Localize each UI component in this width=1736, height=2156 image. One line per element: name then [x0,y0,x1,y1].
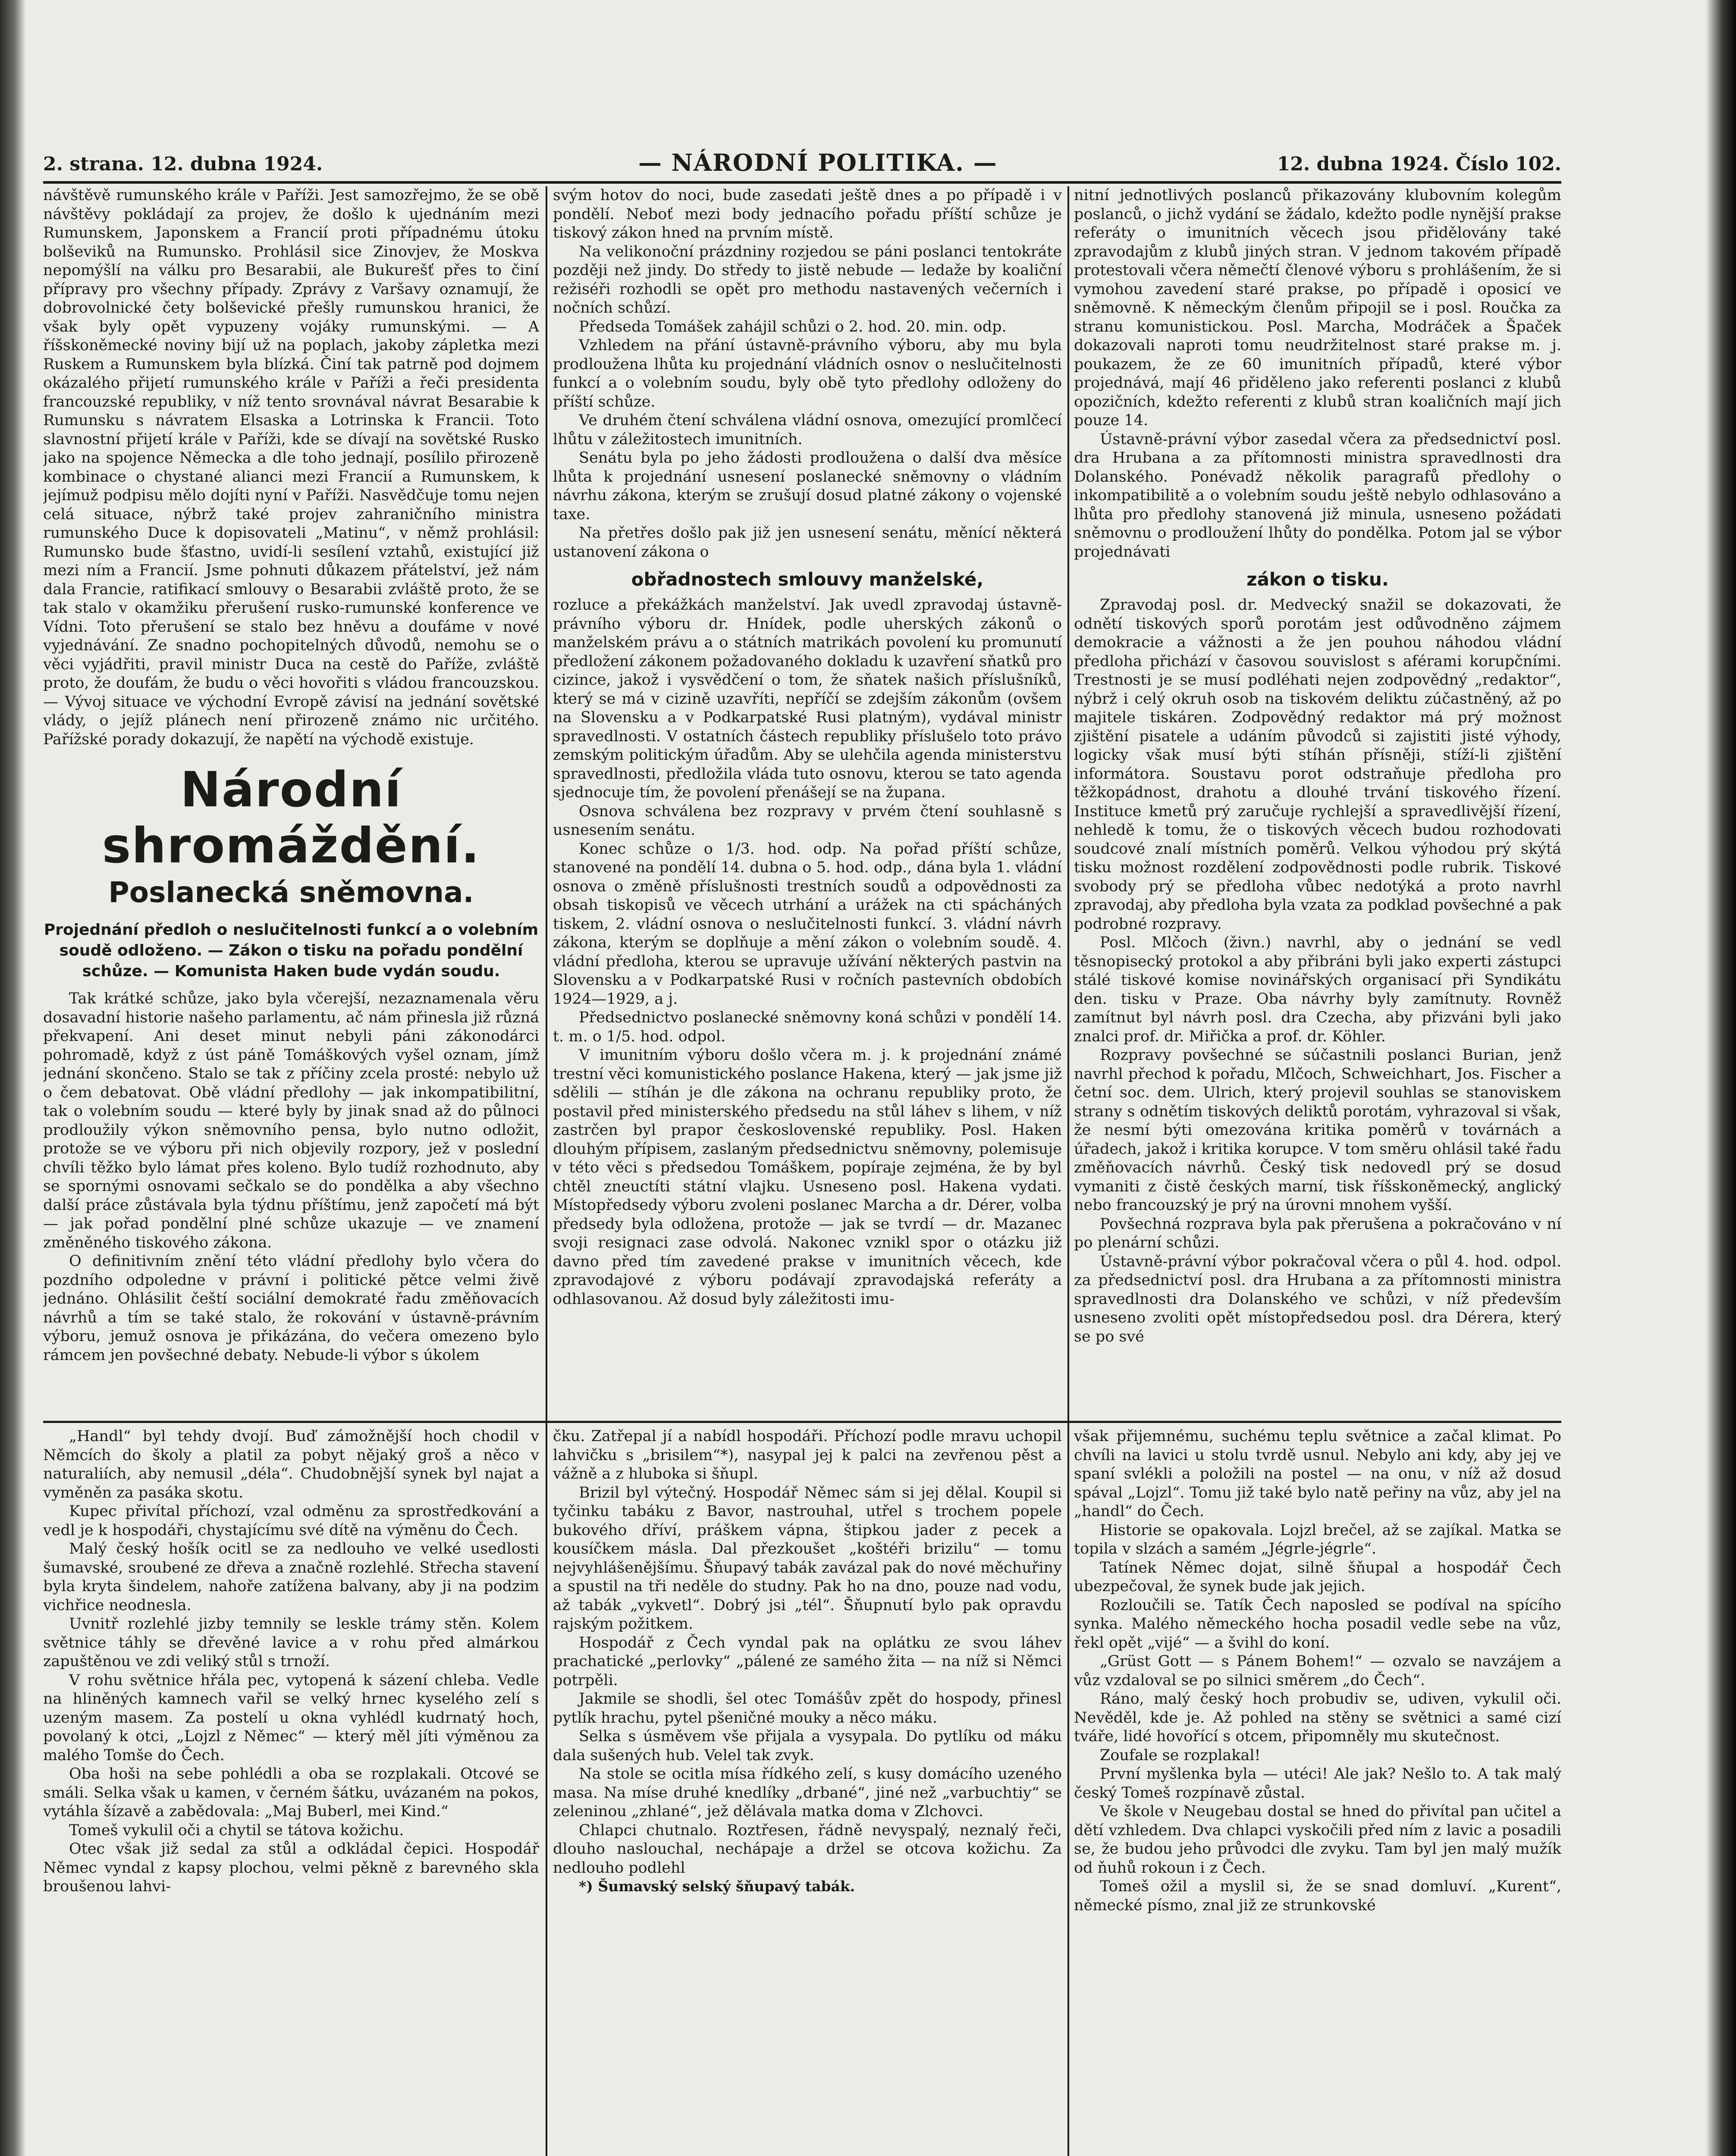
story-paragraph: „Grüst Gott — s Pánem Bohem!“ — ozvalo se navzájem a vůz vzdaloval se po silnici směrem „do Čech“. [1074,1653,1561,1689]
subsection-heading: zákon o tisku. [1246,569,1389,590]
story-paragraph: Uvnitř rozlehlé jizby temnily se leskle trámy stěn. Kolem světnice táhly se dřevěné lavice a v rohu před almárkou zapuštěnou ve zdi veliký stůl s trnoží. [43,1615,539,1670]
story-paragraph: Zoufale se rozplakal! [1100,1746,1261,1764]
story-paragraph: Na stole se ocitla mísa řídkého zelí, s kusy domácího uzeného masa. Na míse druhé knedlíky „drbané“, jiné než „varbuchtiy“ se zeleninou „zhlané“, jež dělávala matka doma v Zlchovci. [553,1765,1062,1820]
article-paragraph: Povšechná rozprava byla pak přerušena a pokračováno v ní po plenární schůzi. [1074,1215,1561,1251]
story-paragraph: Rozloučili se. Tatík Čech naposled se podíval na spícího synka. Malého německého hocha posadil vedle sebe na vůz, řekl opět „vijé“ — a švihl do koní. [1074,1596,1561,1651]
story-paragraph: V rohu světnice hřála pec, vytopená k sázení chleba. Vedle na hliněných kamnech vařil se velký hrnec kyselého zelí s uzeným masem. Za postelí u okna vyhlédl kudrnatý hoch, povolaný k otci, „Lojzl z Němec“ — který měl jíti výměnou za malého Tomše do Čech. [43,1671,539,1764]
article-paragraph: návštěvě rumunského krále v Paříži. Jest samozřejmo, že se obě návštěvy pokládají za projev, že došlo k ujednáním mezi Rumunskem, Japonskem a Francií proti případnému útoku bolševiků na Rumunsko. Prohlásil sice Zinovjev, že Moskva nepomýšlí na válku pro Besarabii, ale Bukurešť přes to činí přípravy pro všechny případy. Zprávy z Varšavy oznamují, že dobrovolnické čety bolševické přešly rumunskou hranici, že však byly opět vypuzeny vojáky rumunskými. — A říšskoněmecké noviny bijí už na poplach, jakoby zápletka mezi Ruskem a Rumunskem byla blízká. Činí tak patrně pod dojmem okázalého přijetí rumunského krále v Paříži a řeči presidenta francouzské republiky, v níž tento srovnával návrat Besarabie k Rumunsku s návratem Elsaska a Lotrinska k Francii. Toto slavnostní přijetí krále v Paříži, kde se dívají na sovětské Rusko jako na spojence Německa a dle toho jednají, posílilo přirozeně kombinace o chystané alianci mezi Francií a Rumunskem, k jejímuž podpisu mělo dojíti nyní v Paříži. Nasvědčuje tomu nejen celá situace, nýbrž také projev zahraničního ministra rumunského Duce k dopisovateli „Matinu“, v němž prohlásil: Rumunsko bude šťastno, uvidí-li sesílení vztahů, existující již mezi ním a Francií. Jsme pohnuti důkazem přátelství, jež nám dala Francie, ratifikací smlouvy o Besarabii zvláště proto, že se tak stalo v okamžiku přerušení rusko-rumunské konference ve Vídni. Toto přerušení se stalo bez hněvu a doufáme v nové vyjednávání. Ze snadno pochopitelných důvodů, nemohu se o věci vyjádřiti, pravil ministr Duca na cestě do Paříže, zvláště proto, že doufám, že budu o věci hovořiti s vládou francouzskou. — Vývoj situace ve východní Evropě závisí na jednání sovětské vlády, o jejíž plánech není přirozeně známo nic určitého. Pařížské porady dokazují, že napětí na východě existuje. [43,187,539,748]
article-paragraph: Ústavně-právní výbor zasedal včera za předsednictví posl. dra Hrubana a za přítomnosti ministra spravedlnosti dra Dolanského. Ponévadž několik paragrafů předlohy o inkompatibilitě a o volebním soudu ještě nebylo odhlasováno a lhůta pro předlohy stanovená již minula, usneseno požádati sněmovnu o prodloužení lhůty do pondělka. Potom jal se výbor projednávati [1074,430,1561,561]
article-paragraph: O definitivním znění této vládní předlohy bylo včera do pozdního odpoledne v právní i politické pětce velmi živě jednáno. Ohlásilit čeští sociální demokraté řadu změňovacích návrhů a tím se také stalo, že rokování v ústavně-právním výboru, jemuž osnova je přikázána, do večera omezeno bylo rámcem jen povšechné debaty. Nebude-li výbor s úkolem [43,1253,539,1364]
story-paragraph: Jakmile se shodli, šel otec Tomášův zpět do hospody, přinesl pytlík hrachu, pytel pšeničné mouky a něco máku. [553,1690,1062,1727]
column-2-bottom [553,1427,1062,2156]
section-masthead: Národní shromáždění. [102,762,480,874]
article-paragraph: Zpravodaj posl. dr. Medvecký snažil se dokazovati, že odnětí tiskových sporů porotám jest odůvodněno zájmem demokracie a vážnosti a že jen pouhou náhodou vládní předloha přichází v časovou souvislost s aférami korupčními. Trestnosti je se musí podléhati nejen zodpovědný „redaktor“, nýbrž i celý okruh osob na tiskovém deliktu zúčastněný, až po majitele tiskáren. Zodpovědný redaktor má prý možnost zjištění pisatele a udáním původců si zajistiti jisté výhody, logicky však musí býti stíhán přísněji, stíží-li zjištění informátora. Soustavu porot odstraňuje předloha pro těžkopádnost, drahotu a dlouhé trvání tiskového řízení. Instituce kmetů prý zaručuje rychlejší a spravedlivější řízení, nehledě k tomu, že o tiskových věcech budou rozhodovati soudcové znalí místních poměrů. Velkou výhodou prý skýtá tisku možnost rozdělení zodpovědnosti podle rubrik. Tiskové svobody prý se předloha vůbec nedotýká a proto navrhl zpravodaj, aby předloha byla vzata za podklad povšechné a pak podrobné rozpravy. [1074,596,1561,933]
article-paragraph: V imunitním výboru došlo včera m. j. k projednání známé trestní věci komunistického poslance Hakena, který — jak jsme již sdělili — stíhán je dle zákona na ochranu republiky proto, že postavil před ministerského předsedu na stůl láhev s lihem, v níž zastrčen byl prapor československé republiky. Posl. Haken dlouhým přípisem, zaslaným předsednictvu sněmovny, polemisuje v této věci s předsedou Tomáškem, popíraje zejména, že by byl chtěl zneuctíti státní vlajku. Usneseno posl. Hakena vydati. Místopředsedy výboru zvoleni poslanec Marcha a dr. Dérer, volba předsedy byla odložena, protože — jak se tvrdí — dr. Mazanec svoji resignaci zase odvolá. Nakonec vznikl spor o otázku již davno před tím zavedené prakse v imunitních věcech, kde zpravodajové z výboru podávají zpravodajská referáty a odhlasovanou. Až dosud byly záležitosti imu- [553,1047,1062,1308]
story-paragraph: Tomeš vykulil oči a chytil se tátova kožichu. [69,1821,404,1839]
article-paragraph: Senátu byla po jeho žádosti prodloužena o další dva měsíce lhůta k projednání usnesení poslanecké sněmovny o vládním návrhu zákona, kterým se zrušují dosud platné zákony o vojenské taxe. [553,449,1062,523]
article-paragraph: Konec schůze o 1/3. hod. odp. Na pořad příští schůze, stanovené na pondělí 14. dubna o 5. hod. odp., dána byla 1. vládní osnova o změně příslušnosti trestních soudů a odpovědnosti za obsah tiskopisů ve věcech utrhání a urážek na cti spácháných tiskem, 2. vládní osnova o neslučitelnosti funkcí. 3. vládní návrh zákona, kterým se doplňuje a mění zákon o volebním soudě. 4. vládní předloha, kterou se upravuje užívání některých pastvin na Slovensku a v Podkarpatské Rusi v ročních pastevních obdobích 1924—1929, a j. [553,840,1062,1008]
story-paragraph: Ráno, malý český hoch probudiv se, udiven, vykulil oči. Nevěděl, kde je. Až pohled na stěny se světnici a samé cizí tváře, lidé hovořící s otcem, připomněly mu skutečnost. [1074,1690,1561,1745]
story-paragraph: „Handl“ byl tehdy dvojí. Buď zámožnější hoch chodil v Němcích do školy a platil za pobyt nějaký groš a něco v naturaliích, aby nemusil „déla“. Chudobnější synek byl najat a vyměněn za pasáka skotu. [43,1428,539,1501]
article-paragraph: Posl. Mlčoch (živn.) navrhl, aby o jednání se vedl těsnopisecký protokol a aby přibráni byli jako experti zástupci stálé tiskové komise novinářských organisací při Syndikátu den. tisku v Praze. Oba návrhy byly zamítnuty. Rovněž zamítnut byl návrh posl. dra Czecha, aby přizváni byli jako znalci prof. dr. Miřička a prof. dr. Köhler. [1074,934,1561,1045]
page-header [43,149,1561,179]
header-rule [43,181,1561,184]
column-1-top [43,186,539,1417]
article-paragraph: rozluce a překážkách manželství. Jak uvedl zpravodaj ústavně-právního výboru dr. Hnídek, podle uherských zákonů o manželském právu a o státních matrikách povolení ku promunutí předložení zákonem požadovaného dokladu k uzavření sňatků pro cizince, jakož i vysvědčení o tom, že sňatek našich příslušníků, který se má v cizině uzavříti, nepříčí se zdejším zákonům (ovšem na Slovensku a v Podkarpatské Rusi platným), vydával ministr spravedlnosti. V ostatních částech republiky příslušelo toto právo zemským politickým úřadům. Aby se ulehčila agenda ministerstvu spravedlnosti, předložila vláda tuto osnovu, kterou se tato agenda sjednocuje tím, že povolení přenášejí se na župana. [553,596,1062,801]
story-paragraph: Malý český hošík ocitl se za nedlouho ve velké usedlosti šumavské, sroubené ze dřeva a značně rozlehlé. Střecha stavení byla kryta šindelem, nahoře zatížena balvany, aby ji na podzim vichřice neodnesla. [43,1540,539,1614]
header-date-right: 12. dubna 1924. Číslo 102. [1277,153,1561,175]
story-paragraph: Tomeš ožil a myslil si, že se snad domluví. „Kurent“, německé písmo, znal již ze strunkovské [1074,1878,1561,1914]
subsection-heading: obřadnostech smlouvy manželské, [631,569,984,590]
story-paragraph: Selka s úsměvem vše přijala a vysypala. Do pytlíku od máku dala sušených hub. Velel tak zvyk. [553,1728,1062,1764]
story-paragraph: Ve škole v Neugebau dostal se hned do přivítal pan učitel a dětí vzhledem. Dva chlapci vyskočili před ním z lavic a posadili se, že budou jeho průvodci dle zvyku. Tam byl jen malý mužík od ňuhů rokoun i z Čech. [1074,1803,1561,1877]
column-1-bottom [43,1427,539,2156]
article-paragraph: Ve druhém čtení schválena vládní osnova, omezující promlčecí lhůtu v záležitostech imunitních. [553,412,1062,448]
page-edge-left [0,0,26,2156]
column-rule-2 [1067,186,1069,2156]
article-paragraph: Na velikonoční prázdniny rozjedou se páni poslanci tentokráte později než jindy. Do středy to jistě nebude — ledaže by koaliční režiséři rozhodli se opět pro methodu nastavených večerních i nočních schůzí. [553,243,1062,317]
column-3-bottom [1074,1427,1561,2156]
story-paragraph: Historie se opakovala. Lojzl brečel, až se zajíkal. Matka se topila v slzách a samém „Jégrle-jégrle“. [1074,1521,1561,1557]
story-paragraph: Tatínek Němec dojat, silně šňupal a hospodář Čech ubezpečoval, že synek bude jak jejich. [1074,1559,1561,1595]
article-paragraph: Na přetřes došlo pak již jen usnesení senátu, měnící některá ustanovení zákona o [553,524,1062,561]
feuilleton-rule [43,1421,1561,1423]
newspaper-title: — NÁRODNÍ POLITIKA. — [638,149,998,176]
column-rule-1 [546,186,547,2156]
story-paragraph: Chlapci chutnalo. Roztřesen, řádně nevyspalý, neznalý řeči, dlouho naslouchal, nechápaje a držel se otcova kožichu. Za nedlouho podlehl [553,1821,1062,1877]
section-subhead: Poslanecká sněmovna. [108,876,474,909]
footnote: *) Šumavský selský šňupavý tabák. [579,1878,855,1895]
header-date-left: 2. strana. 12. dubna 1924. [43,153,323,175]
article-paragraph: nitní jednotlivých poslanců přikazovány klubovním kolegům poslanců, o jichž vydání se žádalo, kdežto podle nynější prakse referáty o imunitních věcech jsou přidělovány také zpravodajům z klubů jiných stran. V jednom takovém případě protestovali včera němečtí členové výboru s prohlášením, že si vymohou zavedení staré prakse, po případě i oposicí ve sněmovně. K německým členům připojil se i posl. Roučka za stranu komunistickou. Posl. Marcha, Modráček a Špaček dokazovali naproti tomu neudržitelnost staré prakse m. j. poukazem, že ze 60 imunitních případů, které výbor projednává, mají 46 přiděleno jako referenti poslanci z klubů opozičních, kdežto referenti z klubů stran koaličních mají jich pouze 14. [1074,187,1561,429]
story-paragraph: čku. Zatřepal jí a nabídl hospodáři. Příchozí podle mravu uchopil lahvičku s „brisilem“*), nasypal jej k palci na zevřenou pěst a vážně a z hluboka si šňupl. [553,1428,1062,1482]
story-paragraph: Hospodář z Čech vyndal pak na oplátku ze svou láhev prachatické „perlovky“ „pálené ze samého žita — na níž si Němci potrpěli. [553,1634,1062,1689]
column-2-top [553,186,1062,1417]
column-3-top [1074,186,1561,1417]
article-paragraph: Rozpravy povšechné se súčastnili poslanci Burian, jenž navrhl přechod k pořadu, Mlčoch, Schweichhart, Jos. Fischer a četní soc. dem. Ulrich, který projevil souhlas se stanoviskem strany s odnětím tiskových deliktů porotám, vyhrazoval si však, že nesmí býti omezována kritika poměrů v továrnách a úřadech, jakož i kritika korupce. V tom směru ohlásil také řadu změňovacích návrhů. Český tisk nedovedl prý se dosud vymaniti z čistě českých marní, tisk říšskoněmecký, anglický nebo francouzský je prý na úrovni mnohem vyšší. [1074,1047,1561,1214]
article-paragraph: Vzhledem na přání ústavně-právního výboru, aby mu byla prodloužena lhůta ku projednání vládních osnov o neslučitelnosti funkcí a o volebním soudu, byly obě tyto předlohy odloženy do příští schůze. [553,337,1062,411]
article-paragraph: Ústavně-právní výbor pokračoval včera o půl 4. hod. odpol. za předsednictví posl. dra Hrubana a za přítomnosti ministra spravedlnosti dra Dolanského ve schůzi, v níž především usneseno zvoliti opět místopředsedou posl. dra Dérera, který se po své [1074,1253,1561,1345]
story-paragraph: První myšlenka byla — utéci! Ale jak? Nešlo to. A tak malý český Tomeš rozpínavě zůstal. [1074,1765,1561,1802]
story-paragraph: však přijemnému, suchému teplu světnice a začal klimat. Po chvíli na lavici u stolu tvrdě usnul. Nebylo ani kdy, aby jej ve spaní svlékli a položili na postel — na onu, v níž až dosud spával „Lojzl“. Tomu již také bylo natě peřiny na vůz, aby jel na „handl“ do Čech. [1074,1428,1561,1520]
story-paragraph: Brizil byl výtečný. Hospodář Němec sám si jej dělal. Koupil si tyčinku tabáku z Bavor, nastrouhal, utřel s trochem popele bukového dříví, práškem vápna, štipkou jader z pecek a kousíčkem másla. Dal přezkoušet „koštéři brizilu“ — tomu nejvyhlášenějšímu. Šňupavý tabák zavázal pak do nové měchuřiny a spustil na tři neděle do studny. Pak ho na dno, pouze nad vodu, až tabák „vykvetl“. Dobrý jsi „tél“. Šňupnutí bylo pak opravdu rajským požitkem. [553,1484,1062,1633]
article-paragraph: Předseda Tomášek zahájil schůzi o 2. hod. 20. min. odp. [579,318,1007,335]
article-paragraph: Osnova schválena bez rozpravy v prvém čtení souhlasně s usnesením senátu. [553,802,1062,839]
section-lead: Projednání předloh o neslučitelnosti funkcí a o volebním soudě odloženo. — Zákon o tisku na pořadu pondělní schůze. — Komunista Haken bude vydán soudu. [44,921,539,980]
story-paragraph: Oba hoši na sebe pohlédli a oba se rozplakali. Otcové se smáli. Selka však u kamen, v černém šátku, uvázaném na pokos, vytáhla šízavě a zabědovala: „Maj Buberl, mei Kind.“ [43,1765,539,1820]
page-edge-right [1706,0,1736,2156]
story-paragraph: Kupec přivítal příchozí, vzal odměnu za sprostředkování a vedl je k hospodáři, chystajícímu své dítě na výměnu do Čech. [43,1503,539,1539]
story-paragraph: Otec však již sedal za stůl a odkládal čepici. Hospodář Němec vyndal z kapsy plochou, velmi pěkně z barevného skla broušenou lahvi- [43,1840,539,1895]
article-paragraph: svým hotov do noci, bude zasedati ještě dnes a po případě i v pondělí. Neboť mezi body jednacího pořadu příští schůze je tiskový zákon hned na prvním místě. [553,187,1062,241]
article-paragraph: Předsednictvo poslanecké sněmovny koná schůzi v pondělí 14. t. m. o 1/5. hod. odpol. [553,1009,1062,1045]
article-paragraph: Tak krátké schůze, jako byla včerejší, nezaznamenala věru dosavadní historie našeho parlamentu, ač nám přinesla již různá překvapení. Ani deset minut nebyli páni zákonodárci pohromadě, když z úst páně Tomáškových vyšel oznam, jímž jednání skončeno. Stalo se tak z příčiny zcela prosté: nebylo už o čem debatovat. Obě vládní předlohy — jak inkompatibilitní, tak o volebním soudu — které byly by jinak snad až do půlnoci prodloužily výkon sněmovního pensa, bylo nutno odložit, protože se ve výboru při nich objevily rozpory, jež v poslední chvíli těžko bylo lámat přes koleno. Bylo tudíž rozhodnuto, aby se spornými osnovami sečkalo se do pondělka a aby všechno další práce zůstávala byla týdnu příštímu, jenž započetí má být — jak pořad pondělní plné schůze ukazuje — ve znamení změněného tiskového zákona. [43,990,539,1251]
